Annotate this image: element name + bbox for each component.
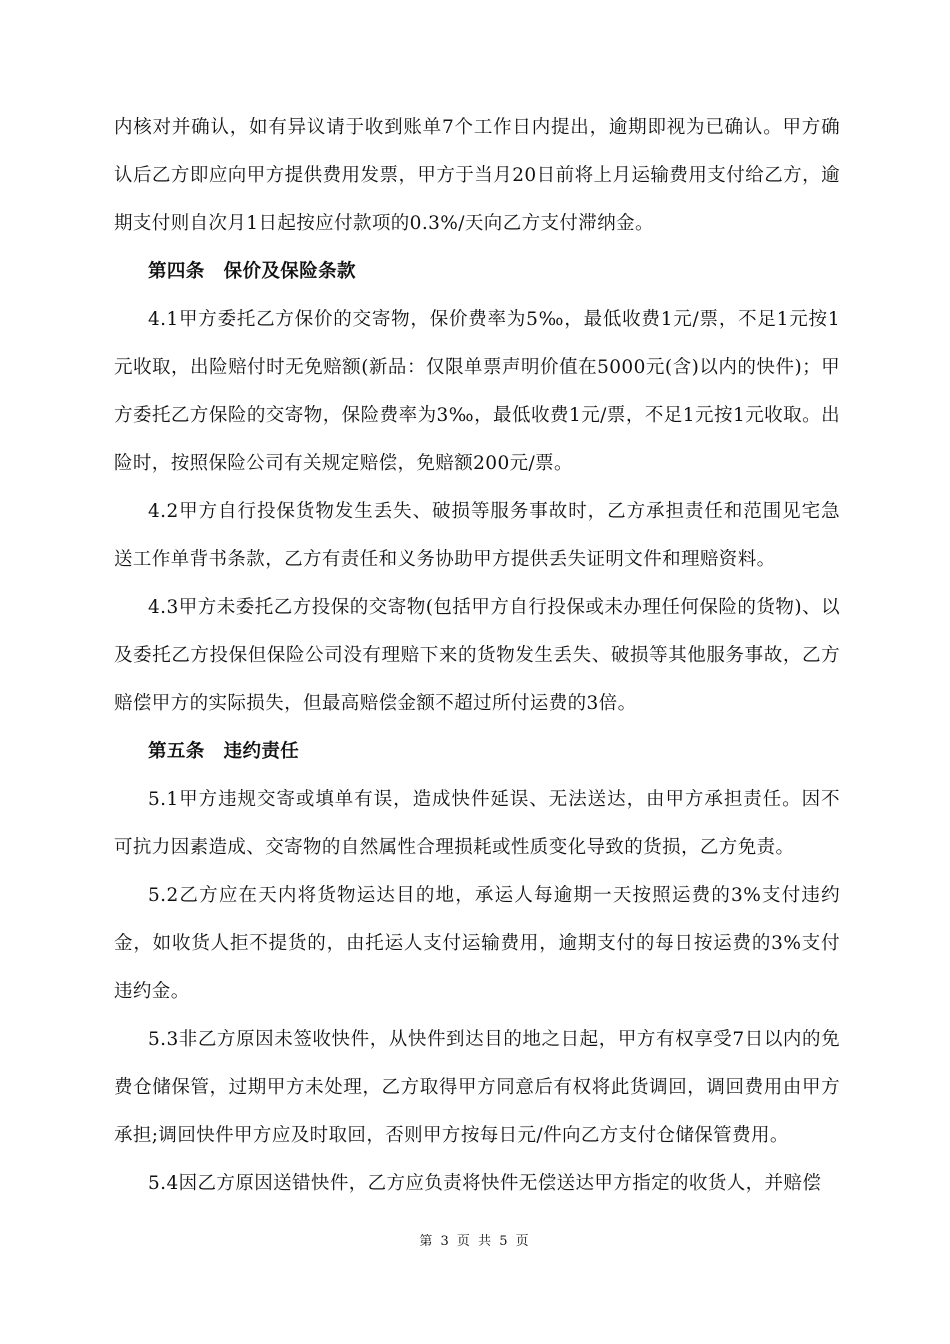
document-body [114, 104, 840, 1208]
paragraph-payment-terms: 内核对并确认，如有异议请于收到账单7个工作日内提出，逾期即视为已确认。甲方确认后乙方即应向甲方提供费用发票，甲方于当月20日前将上月运输费用支付给乙方，逾期支付则自次月1日起按应付款项的0.3%/天向乙方支付滞纳金。 [114, 117, 840, 234]
heading-article-5: 第五条 违约责任 [148, 741, 300, 762]
heading-article-4: 第四条 保价及保险条款 [148, 261, 356, 282]
paragraph-5-4: 5.4因乙方原因送错快件，乙方应负责将快件无偿送达甲方指定的收货人，并赔偿 [148, 1173, 822, 1194]
paragraph-5-3: 5.3非乙方原因未签收快件，从快件到达目的地之日起，甲方有权享受7日以内的免费仓储保管，过期甲方未处理，乙方取得甲方同意后有权将此货调回，调回费用由甲方承担;调回快件甲方应及时取回，否则甲方按每日元/件向乙方支付仓储保管费用。 [114, 1029, 840, 1146]
paragraph-5-2: 5.2乙方应在天内将货物运达目的地，承运人每逾期一天按照运费的3%支付违约金，如收货人拒不提货的，由托运人支付运输费用，逾期支付的每日按运费的3%支付违约金。 [114, 885, 840, 1002]
paragraph-5-1: 5.1甲方违规交寄或填单有误，造成快件延误、无法送达，由甲方承担责任。因不可抗力因素造成、交寄物的自然属性合理损耗或性质变化导致的货损，乙方免责。 [114, 789, 840, 858]
paragraph-4-3: 4.3甲方未委托乙方投保的交寄物(包括甲方自行投保或未办理任何保险的货物)、以及委托乙方投保但保险公司没有理赔下来的货物发生丢失、破损等其他服务事故，乙方赔偿甲方的实际损失，但最高赔偿金额不超过所付运费的3倍。 [114, 597, 840, 714]
paragraph-4-2: 4.2甲方自行投保货物发生丢失、破损等服务事故时，乙方承担责任和范围见宅急送工作单背书条款，乙方有责任和义务协助甲方提供丢失证明文件和理赔资料。 [114, 501, 840, 570]
page-number-footer: 第 3 页 共 5 页 [419, 1234, 531, 1249]
paragraph-4-1: 4.1甲方委托乙方保价的交寄物，保价费率为5‰，最低收费1元/票，不足1元按1元收取，出险赔付时无免赔额(新品：仅限单票声明价值在5000元(含)以内的快件)；甲方委托乙方保险的交寄物，保险费率为3‰，最低收费1元/票，不足1元按1元收取。出险时，按照保险公司有关规定赔偿，免赔额200元/票。 [114, 309, 840, 474]
